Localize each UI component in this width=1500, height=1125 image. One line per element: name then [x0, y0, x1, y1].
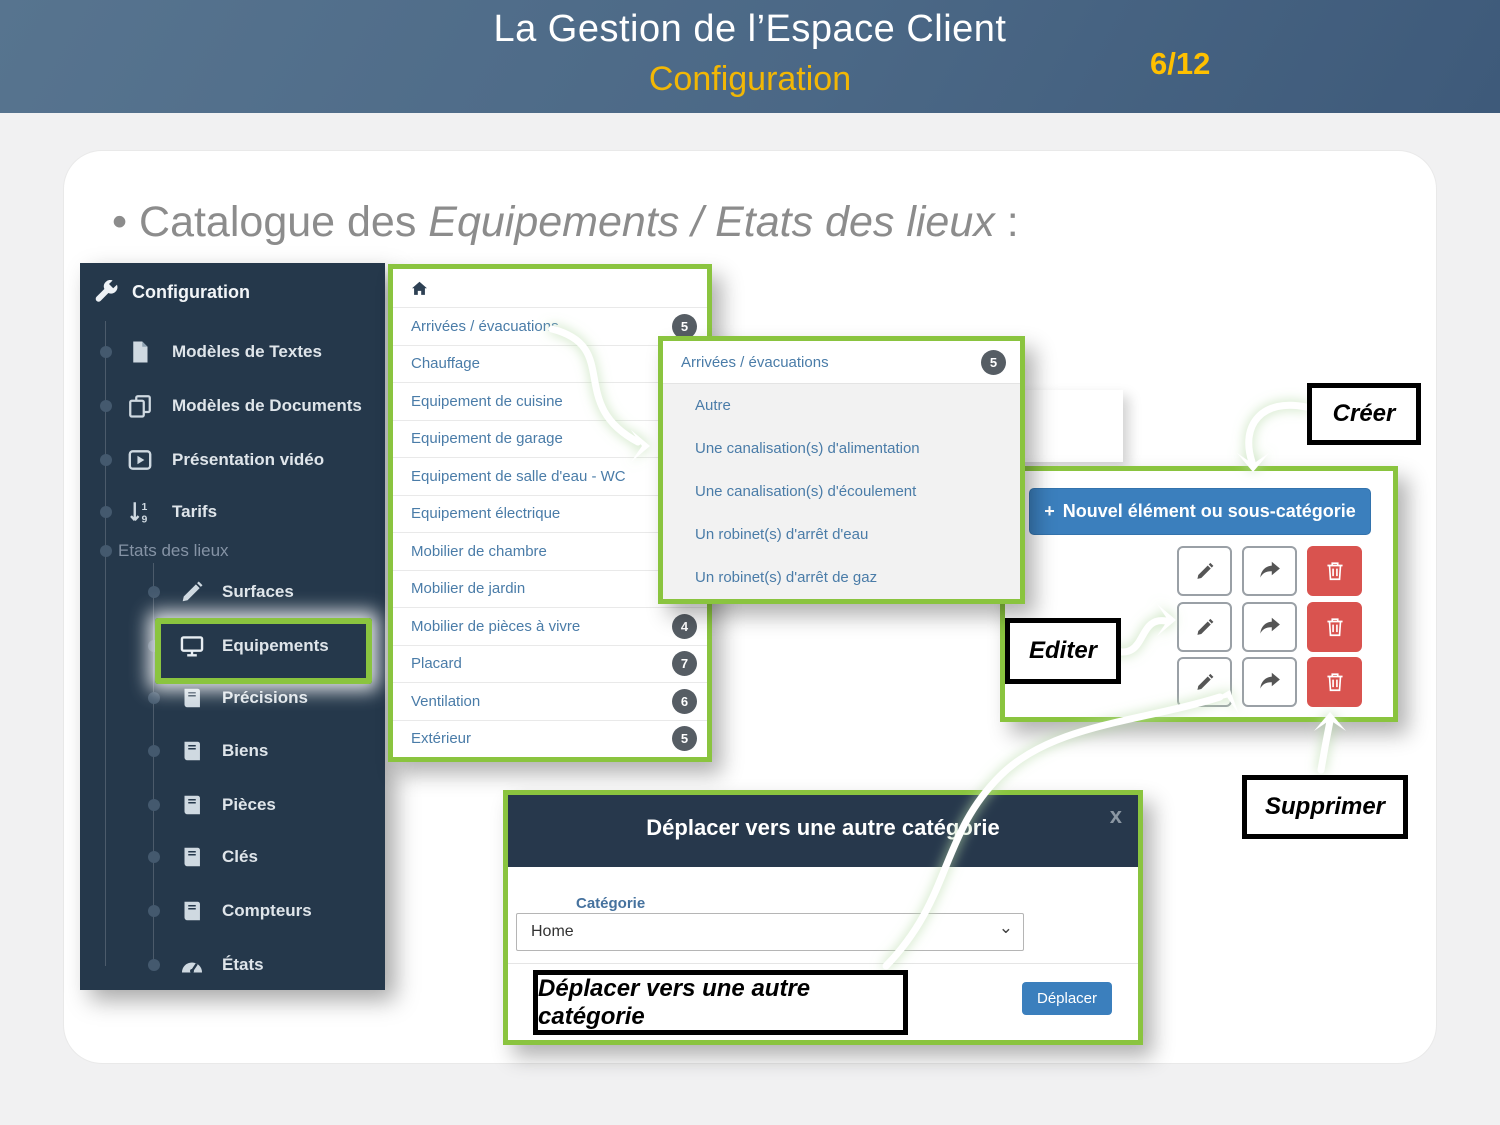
move-arrow-icon: [1259, 560, 1281, 582]
trash-icon: [1324, 560, 1346, 582]
count-badge: 4: [672, 614, 697, 639]
book-icon: [180, 899, 204, 923]
background-panel-fragment: [1013, 390, 1123, 462]
delete-button[interactable]: [1307, 657, 1362, 707]
callout-delete: Supprimer: [1242, 775, 1408, 839]
edit-button[interactable]: [1177, 602, 1232, 652]
sidebar-item-label: Présentation vidéo: [172, 450, 325, 469]
sidebar-item-cles[interactable]: [80, 830, 385, 884]
popup-item-label: Une canalisation(s) d'écoulement: [695, 483, 917, 500]
category-field-label: Catégorie: [576, 895, 646, 912]
book-icon: [180, 845, 204, 869]
new-element-label: Nouvel élément ou sous-catégorie: [1062, 501, 1356, 521]
popup-item[interactable]: [663, 427, 1020, 470]
book-icon: [180, 686, 204, 710]
callout-create: Créer: [1307, 383, 1421, 445]
sidebar: [80, 263, 385, 990]
move-button[interactable]: [1242, 546, 1297, 596]
category-label: Ventilation: [411, 692, 481, 710]
sidebar-item-label: États: [222, 955, 264, 974]
trash-icon: [1324, 671, 1346, 693]
category-label: Placard: [411, 655, 462, 673]
slide-title: [112, 198, 1019, 247]
subcategory-popup: [658, 336, 1025, 604]
count-badge: 7: [672, 651, 697, 676]
category-select-value: Home: [531, 923, 574, 940]
move-arrow-icon: [1259, 616, 1281, 638]
category-label: Equipement de cuisine: [411, 392, 563, 410]
sidebar-item-compteurs[interactable]: [80, 884, 385, 938]
svg-text:1: 1: [141, 500, 148, 513]
popup-item[interactable]: [663, 384, 1020, 427]
edit-pencil-icon: [1194, 560, 1216, 582]
sidebar-item-label: Tarifs: [172, 502, 218, 521]
category-label: Chauffage: [411, 355, 480, 373]
category-label: Mobilier de chambre: [411, 542, 547, 560]
active-item-highlight: [155, 618, 372, 684]
popup-item[interactable]: [663, 513, 1020, 556]
delete-button[interactable]: [1307, 602, 1362, 652]
sidebar-item-label: Biens: [222, 741, 269, 760]
chevron-down-icon: ⌄: [998, 918, 1013, 937]
sidebar-item-label: Modèles de Documents: [172, 396, 362, 415]
popup-item-label: Autre: [695, 397, 731, 414]
sidebar-item-label: Pièces: [222, 795, 276, 814]
count-badge: 5: [672, 726, 697, 751]
sidebar-item-presentation-video[interactable]: [80, 433, 385, 487]
category-row[interactable]: [393, 607, 707, 645]
sidebar-item-modeles-textes[interactable]: [80, 325, 385, 379]
edit-button[interactable]: [1177, 657, 1232, 707]
sidebar-item-label: Compteurs: [222, 901, 312, 920]
category-row[interactable]: [393, 682, 707, 720]
video-icon: [128, 448, 152, 472]
book-icon: [180, 793, 204, 817]
plus-icon: +: [1044, 501, 1055, 521]
trash-icon: [1324, 616, 1346, 638]
callout-move: Déplacer vers une autre catégorie: [533, 970, 908, 1035]
home-icon: [411, 280, 428, 297]
move-button[interactable]: [1242, 602, 1297, 652]
popup-item[interactable]: [663, 470, 1020, 513]
copy-icon: [128, 394, 152, 418]
book-icon: [180, 739, 204, 763]
category-label: Equipement de salle d'eau - WC: [411, 467, 626, 485]
category-label: Mobilier de pièces à vivre: [411, 617, 581, 635]
sidebar-item-modeles-documents[interactable]: [80, 379, 385, 433]
sidebar-item-surfaces[interactable]: [80, 565, 385, 619]
popup-item-label: Une canalisation(s) d'alimentation: [695, 440, 920, 457]
move-arrow-icon: [1259, 671, 1281, 693]
category-label: Extérieur: [411, 730, 472, 748]
banner: [0, 0, 1500, 113]
sidebar-item-label: Clés: [222, 847, 258, 866]
sidebar-item-pieces[interactable]: [80, 778, 385, 832]
edit-button[interactable]: [1177, 546, 1232, 596]
sidebar-item-label: Surfaces: [222, 582, 294, 601]
sidebar-item-etats[interactable]: [80, 938, 385, 992]
popup-title: Arrivées / évacuations: [681, 353, 829, 371]
category-label: Equipement électrique: [411, 505, 561, 523]
slide-title-regular: Catalogue des: [139, 198, 429, 246]
edit-pencil-icon: [1194, 616, 1216, 638]
tachometer-icon: [180, 953, 204, 977]
banner-title: La Gestion de l’Espace Client: [493, 8, 1007, 50]
slide-title-suffix: :: [994, 198, 1019, 246]
sidebar-item-label: Précisions: [222, 688, 308, 707]
pencil-icon: [180, 580, 204, 604]
slide-title-italic: Equipements / Etats des lieux: [428, 198, 995, 246]
callout-edit: Editer: [1005, 618, 1121, 684]
modal-title: Déplacer vers une autre catégorie: [646, 815, 1000, 840]
sidebar-item-configuration[interactable]: [80, 269, 385, 315]
count-badge: 5: [672, 314, 697, 339]
popup-item[interactable]: [663, 556, 1020, 599]
sidebar-item-label: Equipements: [222, 636, 329, 655]
delete-button[interactable]: [1307, 546, 1362, 596]
category-label: Equipement de garage: [411, 430, 563, 448]
sort-numeric-icon: [128, 500, 152, 524]
popup-item-label: Un robinet(s) d'arrêt de gaz: [695, 569, 878, 586]
popup-item-label: Un robinet(s) d'arrêt d'eau: [695, 526, 869, 543]
sidebar-item-biens[interactable]: [80, 724, 385, 778]
page-number: 6/12: [1150, 46, 1211, 81]
bullet: •: [112, 198, 128, 246]
sidebar-section-etats-des-lieux: Etats des lieux: [80, 527, 385, 575]
edit-pencil-icon: [1194, 671, 1216, 693]
count-badge: 5: [981, 350, 1006, 375]
category-select[interactable]: [516, 913, 1024, 951]
category-row[interactable]: [393, 720, 707, 758]
svg-text:9: 9: [141, 513, 148, 524]
category-row[interactable]: [393, 645, 707, 683]
modal-divider: [508, 963, 1138, 964]
popup-header: [663, 341, 1020, 384]
count-badge: 6: [672, 689, 697, 714]
new-element-button[interactable]: [1029, 488, 1371, 535]
move-button[interactable]: [1242, 657, 1297, 707]
category-label: Mobilier de jardin: [411, 580, 526, 598]
wrench-icon: [94, 280, 118, 304]
close-icon[interactable]: x: [1109, 803, 1122, 828]
sidebar-item-label: Modèles de Textes: [172, 342, 322, 361]
sidebar-item-label: Configuration: [132, 281, 250, 302]
file-icon: [128, 340, 152, 364]
deplacer-button[interactable]: Déplacer: [1022, 982, 1112, 1015]
category-label: Arrivées / évacuations: [411, 317, 559, 335]
banner-subtitle: Configuration: [648, 60, 852, 98]
breadcrumb-home[interactable]: [393, 269, 707, 307]
